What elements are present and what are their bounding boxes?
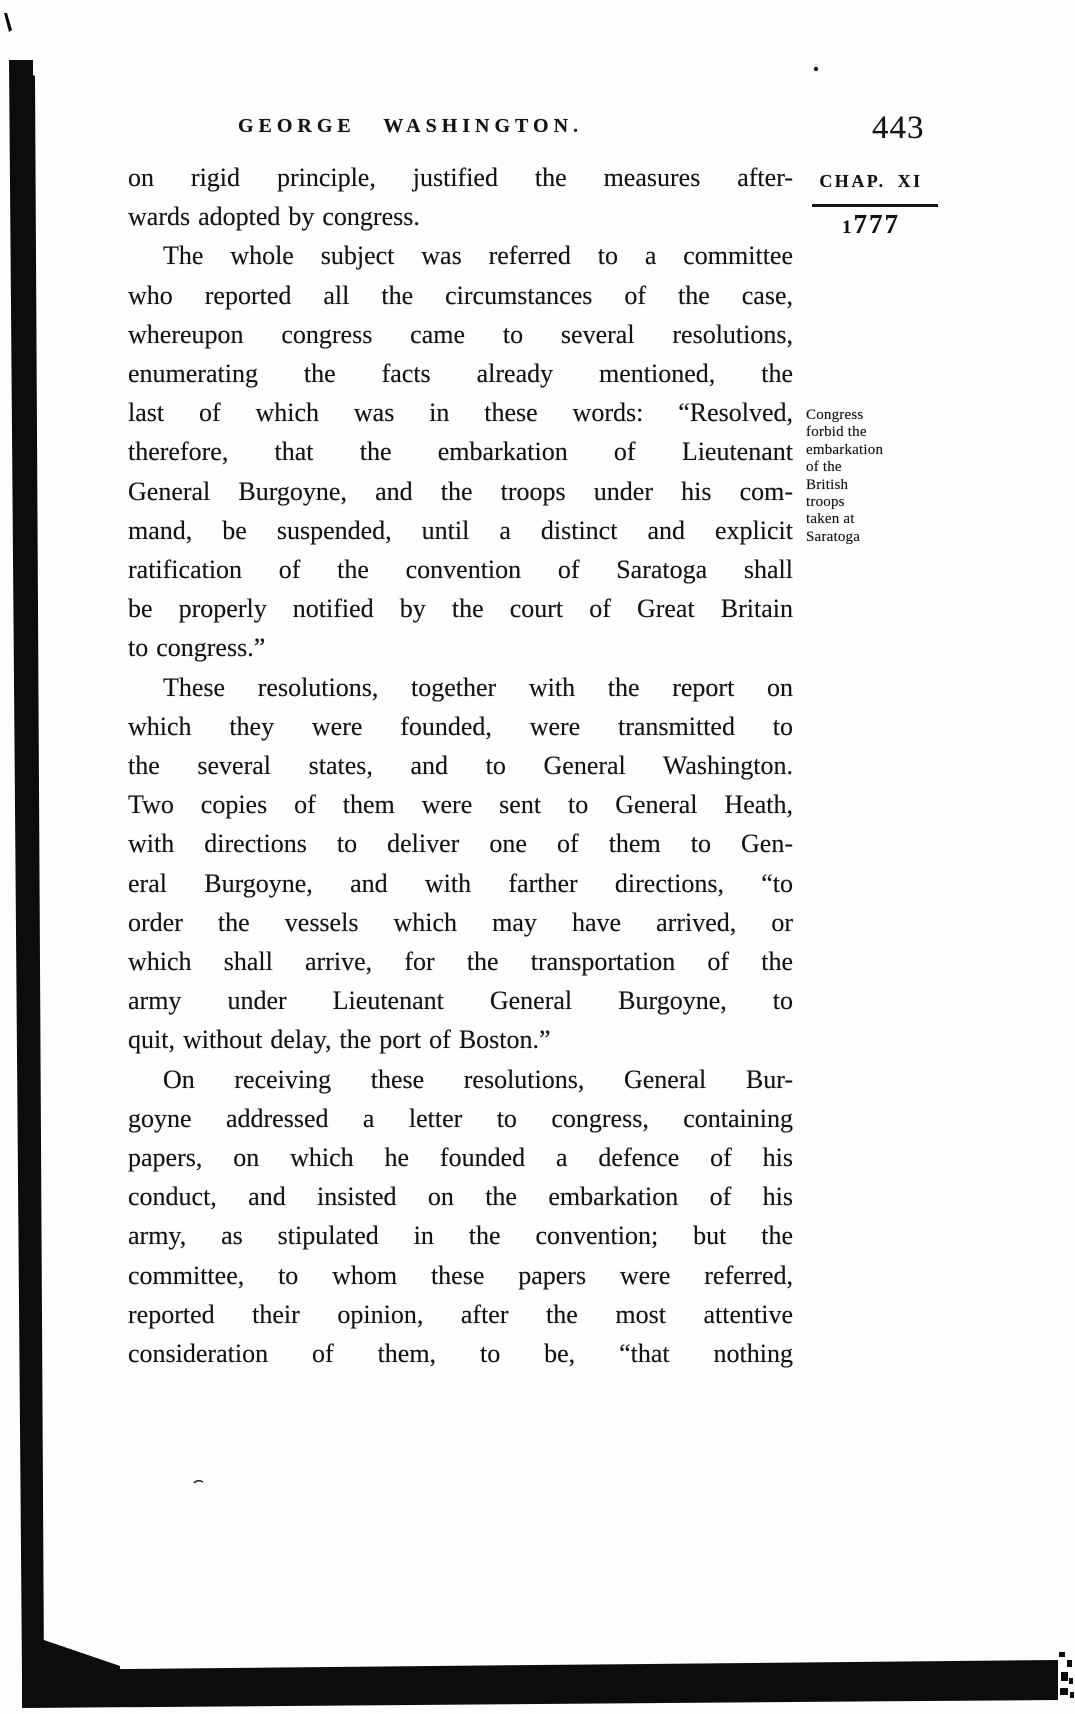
text-line: who reported all the circumstances of the case, xyxy=(128,280,793,310)
text-line: On receiving these resolutions, General Bur- xyxy=(163,1064,793,1094)
side-note-line: Congress xyxy=(806,407,864,423)
text-line: goyne addressed a letter to congress, containing xyxy=(128,1103,793,1133)
scan-tilde-speck xyxy=(194,1481,203,1483)
scan-corner-fillet xyxy=(22,1640,120,1700)
text-line: which shall arrive, for the transportation of the xyxy=(128,947,793,977)
scan-band-noise xyxy=(1059,1652,1074,1698)
side-note-line: forbid the xyxy=(806,424,867,441)
text-line: enumerating the facts already mentioned, the xyxy=(128,359,793,389)
text-line: These resolutions, together with the report on xyxy=(163,672,793,702)
page-number: 443 xyxy=(872,110,925,146)
text-line: reported their opinion, after the most attentive xyxy=(128,1299,793,1329)
chapter-heading: CHAP. XI xyxy=(819,171,923,191)
text-line: eral Burgoyne, and with farther directions, “to xyxy=(128,868,793,898)
scan-gutter-bar xyxy=(9,60,44,1676)
text-line: to congress.” xyxy=(128,633,266,663)
text-line: papers, on which he founded a defence of his xyxy=(128,1143,793,1173)
text-line: which they were founded, were transmitted to xyxy=(128,711,793,741)
text-line: order the vessels which may have arrived, or xyxy=(128,907,793,937)
side-note-line: Saratoga xyxy=(806,528,861,545)
text-line: consideration of them, to be, “that nothing xyxy=(128,1339,793,1369)
running-title: GEORGE WASHINGTON. xyxy=(237,115,584,137)
text-line: on rigid principle, justified the measures after- xyxy=(128,163,793,192)
text-line: with directions to deliver one of them to Gen- xyxy=(128,829,793,859)
side-note-line: troops xyxy=(806,494,845,511)
text-line: The whole subject was referred to a committee xyxy=(163,241,793,271)
text-line: army, as stipulated in the convention; but the xyxy=(128,1221,793,1251)
side-note-line: taken at xyxy=(806,511,855,528)
text-line: whereupon congress came to several resolutions, xyxy=(128,319,793,349)
body-text xyxy=(128,158,793,1373)
chapter-rule xyxy=(812,204,938,207)
text-line: Two copies of them were sent to General Heath, xyxy=(128,790,793,820)
text-line: ratification of the convention of Saratoga shall xyxy=(128,555,793,585)
side-note-line: of the xyxy=(806,459,842,476)
text-line: committee, to whom these papers were referred, xyxy=(128,1260,793,1290)
text-line: mand, be suspended, until a distinct and explicit xyxy=(128,515,793,545)
text-line: the several states, and to General Washington. xyxy=(128,751,793,781)
year-label: 1777 xyxy=(842,209,900,239)
scan-corner-slash-mark xyxy=(4,13,12,32)
side-note-line: embarkation xyxy=(806,441,884,458)
text-line: therefore, that the embarkation of Lieutenant xyxy=(128,437,793,467)
scan-bottom-band xyxy=(22,1660,1058,1708)
text-line: army under Lieutenant General Burgoyne, to xyxy=(128,986,793,1016)
text-line: General Burgoyne, and the troops under his com- xyxy=(128,476,793,506)
text-line: last of which was in these words: “Resolved, xyxy=(128,398,793,428)
scan-dot-speck xyxy=(814,67,818,71)
text-line: quit, without delay, the port of Boston.” xyxy=(128,1025,551,1055)
text-line: be properly notified by the court of Great Britain xyxy=(128,594,793,624)
text-line: conduct, and insisted on the embarkation of his xyxy=(128,1182,793,1212)
side-note xyxy=(806,407,956,546)
text-line: wards adopted by congress. xyxy=(128,202,420,232)
side-note-line: British xyxy=(806,476,849,493)
